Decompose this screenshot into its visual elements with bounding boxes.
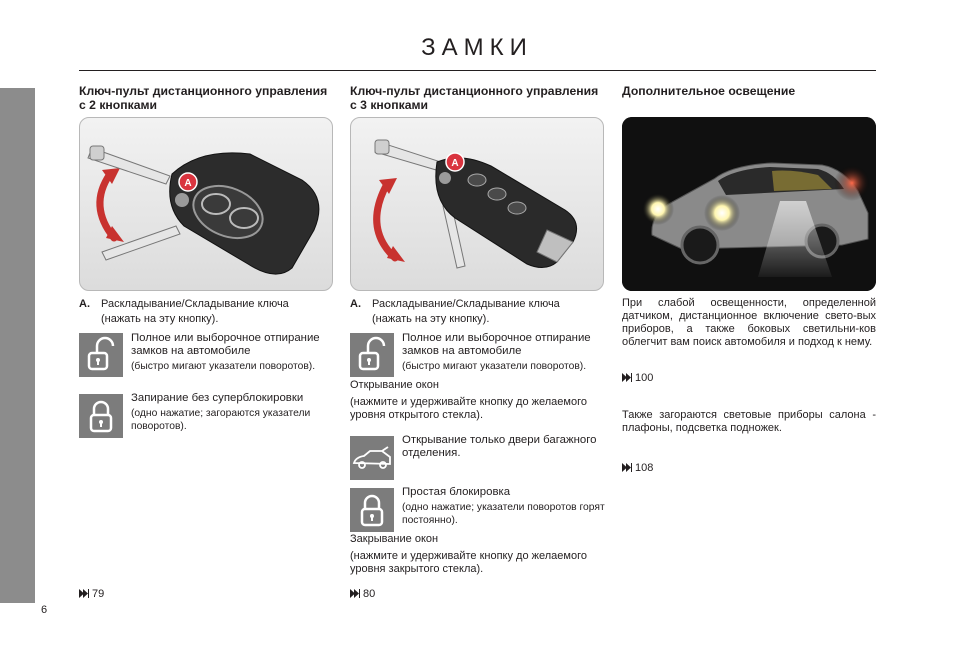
unlock-note: (быстро мигают указатели поворотов). <box>131 361 316 372</box>
callout-a-label: A <box>451 158 459 169</box>
trunk-open-icon <box>350 436 394 480</box>
column-heading: Ключ-пульт дистанционного управления с 2 кнопками <box>79 84 328 112</box>
lock-icon <box>79 394 123 438</box>
windows-close-title: Закрывание окон <box>350 533 439 545</box>
key-2-buttons-illustration <box>79 117 333 291</box>
column-heading: Ключ-пульт дистанционного управления с 3 кнопками <box>350 84 599 112</box>
legend-a-text: Раскладывание/Складывание ключа <box>372 298 560 310</box>
trunk-title: Открывание только двери багажного отделения. <box>402 434 597 459</box>
interior-lighting-text: Также загораются световые приборы салона - плафоны, подсветка подножек. <box>622 409 876 434</box>
legend-a-note: (нажать на эту кнопку). <box>101 313 219 325</box>
unlock-title: Полное или выборочное отпирание замков на автомобиле <box>402 332 591 357</box>
legend-a <box>350 297 604 327</box>
side-tab <box>0 88 35 603</box>
lock-icon <box>350 488 394 532</box>
key-3-buttons-illustration <box>350 117 604 291</box>
unlock-note: (быстро мигают указатели поворотов). <box>402 361 587 372</box>
cross-reference-page: 80 <box>363 588 376 600</box>
windows-open-text: (нажмите и удерживайте кнопку до желаемого уровня открытого стекла). <box>350 396 587 421</box>
car-lighting-illustration <box>622 117 876 291</box>
lock-title: Запирание без суперблокировки <box>131 392 304 404</box>
page-ref-icon <box>79 589 89 598</box>
page-ref-icon <box>622 463 632 472</box>
windows-close-text: (нажмите и удерживайте кнопку до желаемого уровня закрытого стекла). <box>350 550 587 575</box>
legend-a-letter: A. <box>79 298 90 310</box>
callout-a-label: A <box>184 178 192 189</box>
lock-description <box>131 392 336 433</box>
column-2-button-key <box>79 84 333 600</box>
unlock-description <box>402 332 607 373</box>
page-number: 6 <box>41 604 48 616</box>
cross-reference-page: 108 <box>635 462 654 474</box>
unlock-icon <box>350 333 394 377</box>
legend-a-letter: A. <box>350 298 361 310</box>
column-3-button-key <box>350 84 605 600</box>
title-rule <box>79 70 876 71</box>
lock-note: (одно нажатие; указатели поворотов горят постоянно). <box>402 502 605 526</box>
legend-a <box>79 297 333 327</box>
lock-description <box>402 486 607 527</box>
lock-title: Простая блокировка <box>402 486 511 498</box>
unlock-title: Полное или выборочное отпирание замков на автомобиле <box>131 332 320 357</box>
legend-a-note: (нажать на эту кнопку). <box>372 313 490 325</box>
column-heading: Дополнительное освещение <box>622 84 796 98</box>
cross-reference[interactable] <box>622 372 653 384</box>
cross-reference[interactable] <box>622 462 653 474</box>
page-title: ЗАМКИ <box>421 34 533 61</box>
cross-reference-page: 79 <box>92 588 105 600</box>
unlock-icon <box>79 333 123 377</box>
legend-a-text: Раскладывание/Складывание ключа <box>101 298 289 310</box>
cross-reference[interactable] <box>79 588 104 600</box>
page-ref-icon <box>350 589 360 598</box>
cross-reference[interactable] <box>350 588 375 600</box>
windows-open-title: Открывание окон <box>350 379 439 391</box>
cross-reference-page: 100 <box>635 372 654 384</box>
lighting-description: При слабой освещенности, определенной датчиком, дистанционное включение свето-вых приборов, а также боковых светильни-ков облегчит вам поиск автомобиля и подход к нему. <box>622 297 876 348</box>
lock-note: (одно нажатие; загораются указатели поворотов). <box>131 408 311 432</box>
column-additional-lighting <box>622 84 876 474</box>
page-ref-icon <box>622 373 632 382</box>
unlock-description <box>131 332 336 373</box>
trunk-description <box>402 434 607 460</box>
